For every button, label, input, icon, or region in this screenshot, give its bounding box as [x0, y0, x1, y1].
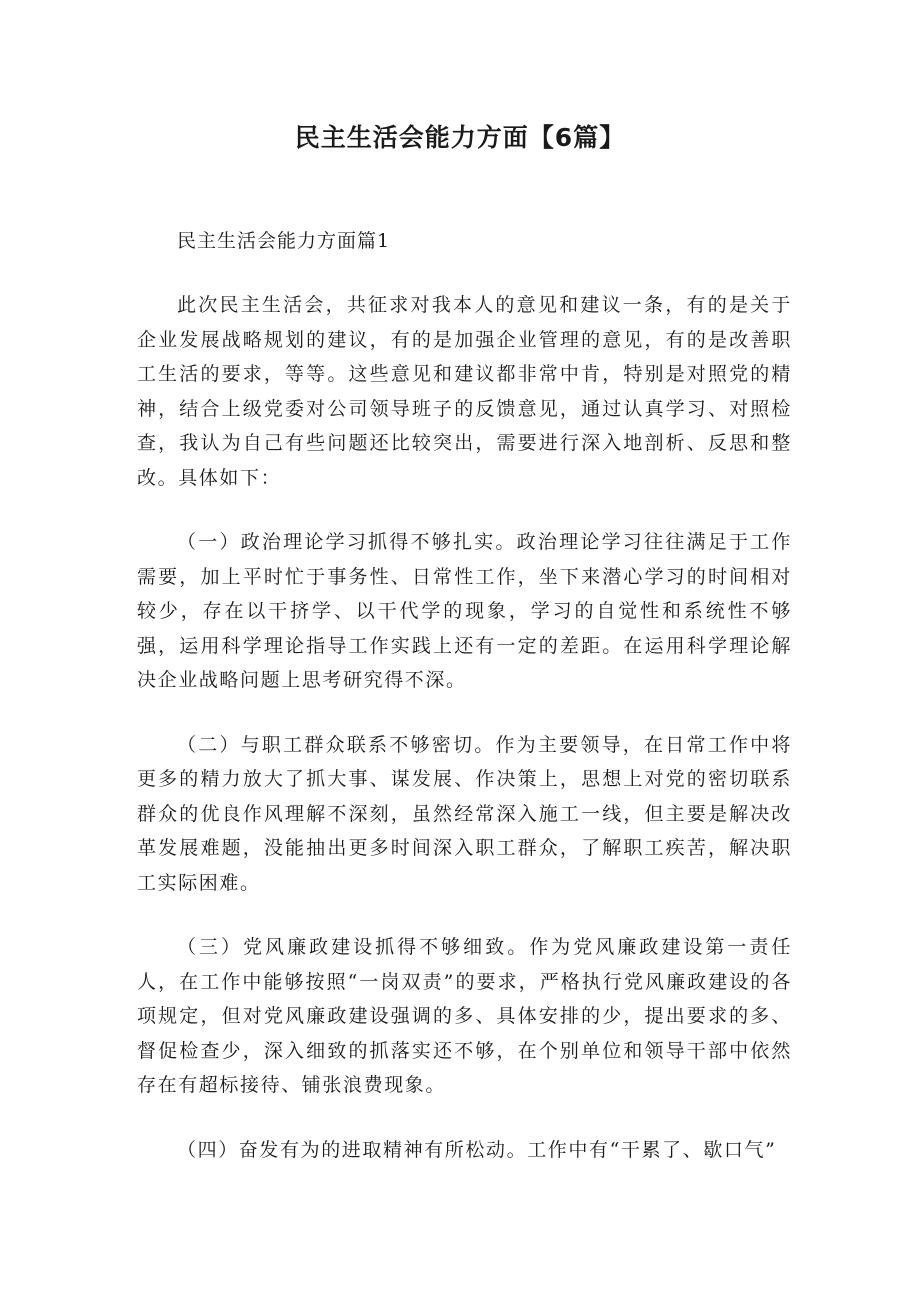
document-title: 民主生活会能力方面【6篇】 — [294, 123, 626, 152]
paragraph-point-3: （三）党风廉政建设抓得不够细致。作为党风廉政建设第一责任人，在工作中能够按照“一岗双责”的要求，严格执行党风廉政建设的各项规定，但对党风廉政建设强调的多、具体安排的少，提出要求的多、督促检查少，深入细致的抓落实还不够，在个别单位和领导干部中依然存在有超标接待、铺张浪费现象。 — [137, 936, 792, 1096]
paragraph-point-1: （一）政治理论学习抓得不够扎实。政治理论学习往往满足于工作需要，加上平时忙于事务性、日常性工作，坐下来潜心学习的时间相对较少，存在以干挤学、以干代学的现象，学习的自觉性和系统性不够强，运用科学理论指导工作实践上还有一定的差距。在运用科学理论解决企业战略问题上思考研究得不深。 — [137, 531, 792, 691]
paragraph-intro: 此次民主生活会，共征求对我本人的意见和建议一条，有的是关于企业发展战略规划的建议，有的是加强企业管理的意见，有的是改善职工生活的要求，等等。这些意见和建议都非常中肯，特别是对照党的精神，结合上级党委对公司领导班子的反馈意见，通过认真学习、对照检查，我认为自己有些问题还比较突出，需要进行深入地剖析、反思和整改。具体如下： — [137, 294, 792, 489]
document-body — [137, 224, 792, 1197]
paragraph-point-4: （四）奋发有为的进取精神有所松动。工作中有“干累了、歇口气” — [177, 1138, 777, 1161]
section-heading: 民主生活会能力方面篇1 — [177, 230, 391, 252]
paragraph-point-2: （二）与职工群众联系不够密切。作为主要领导，在日常工作中将更多的精力放大了抓大事、谋发展、作决策上，思想上对党的密切联系群众的优良作风理解不深刻，虽然经常深入施工一线，但主要是解决改革发展难题，没能抽出更多时间深入职工群众，了解职工疾苦，解决职工实际困难。 — [137, 733, 792, 894]
